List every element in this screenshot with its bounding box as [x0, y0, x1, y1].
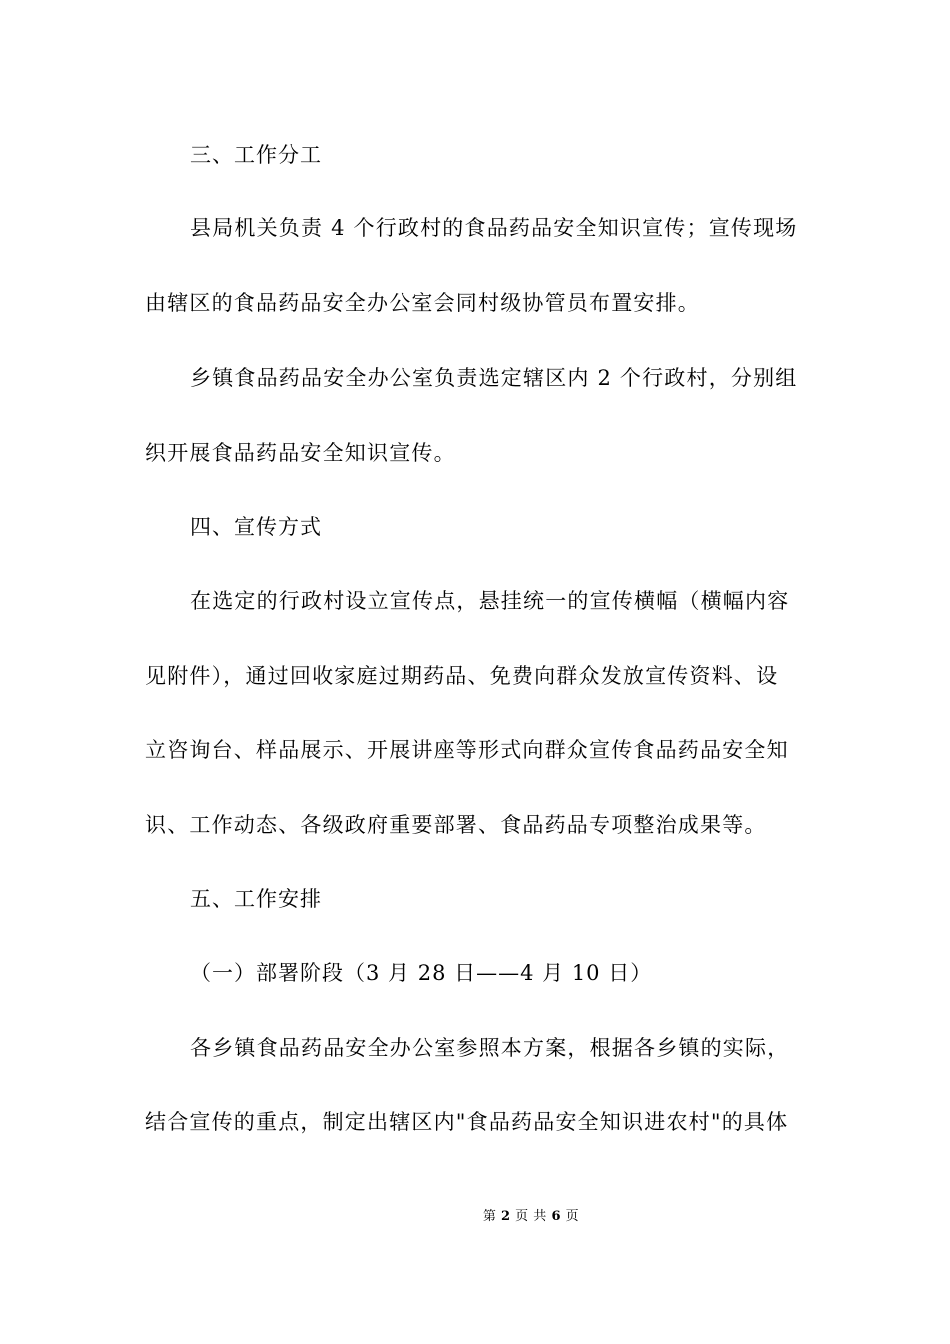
paragraph-line: 识、工作动态、各级政府重要部署、食品药品专项整治成果等。	[145, 813, 767, 837]
paragraph-line: 见附件），通过回收家庭过期药品、免费向群众发放宣传资料、设	[145, 664, 779, 688]
paragraph-line: 由辖区的食品药品安全办公室会同村级协管员布置安排。	[145, 291, 700, 315]
footer-prefix: 第	[482, 1209, 497, 1224]
paragraph-line: 乡镇食品药品安全办公室负责选定辖区内 2 个行政村，分别组	[190, 366, 798, 390]
paragraph-line: 县局机关负责 4 个行政村的食品药品安全知识宣传；宣传现场	[190, 216, 798, 240]
footer-suffix: 页	[565, 1209, 580, 1224]
paragraph-line: 立咨询台、样品展示、开展讲座等形式向群众宣传食品药品安全知	[145, 738, 789, 762]
paragraph-line: 各乡镇食品药品安全办公室参照本方案，根据各乡镇的实际，	[190, 1036, 790, 1060]
footer-middle: 页 共	[515, 1209, 547, 1224]
page-footer	[0, 1208, 950, 1226]
section-heading-publicity-method: 四、宣传方式	[190, 515, 322, 539]
paragraph-line: 织开展食品药品安全知识宣传。	[145, 441, 456, 465]
paragraph-line: 结合宣传的重点，制定出辖区内"食品药品安全知识进农村"的具体	[145, 1110, 789, 1134]
subsection-heading-deployment: （一）部署阶段（3 月 28 日——4 月 10 日）	[190, 961, 653, 985]
section-heading-work-division: 三、工作分工	[190, 143, 322, 167]
paragraph-line: 在选定的行政村设立宣传点，悬挂统一的宣传横幅（横幅内容	[190, 589, 790, 613]
footer-current-page: 2	[500, 1209, 511, 1224]
section-heading-work-arrangement: 五、工作安排	[190, 887, 322, 911]
footer-total-pages: 6	[551, 1209, 561, 1224]
